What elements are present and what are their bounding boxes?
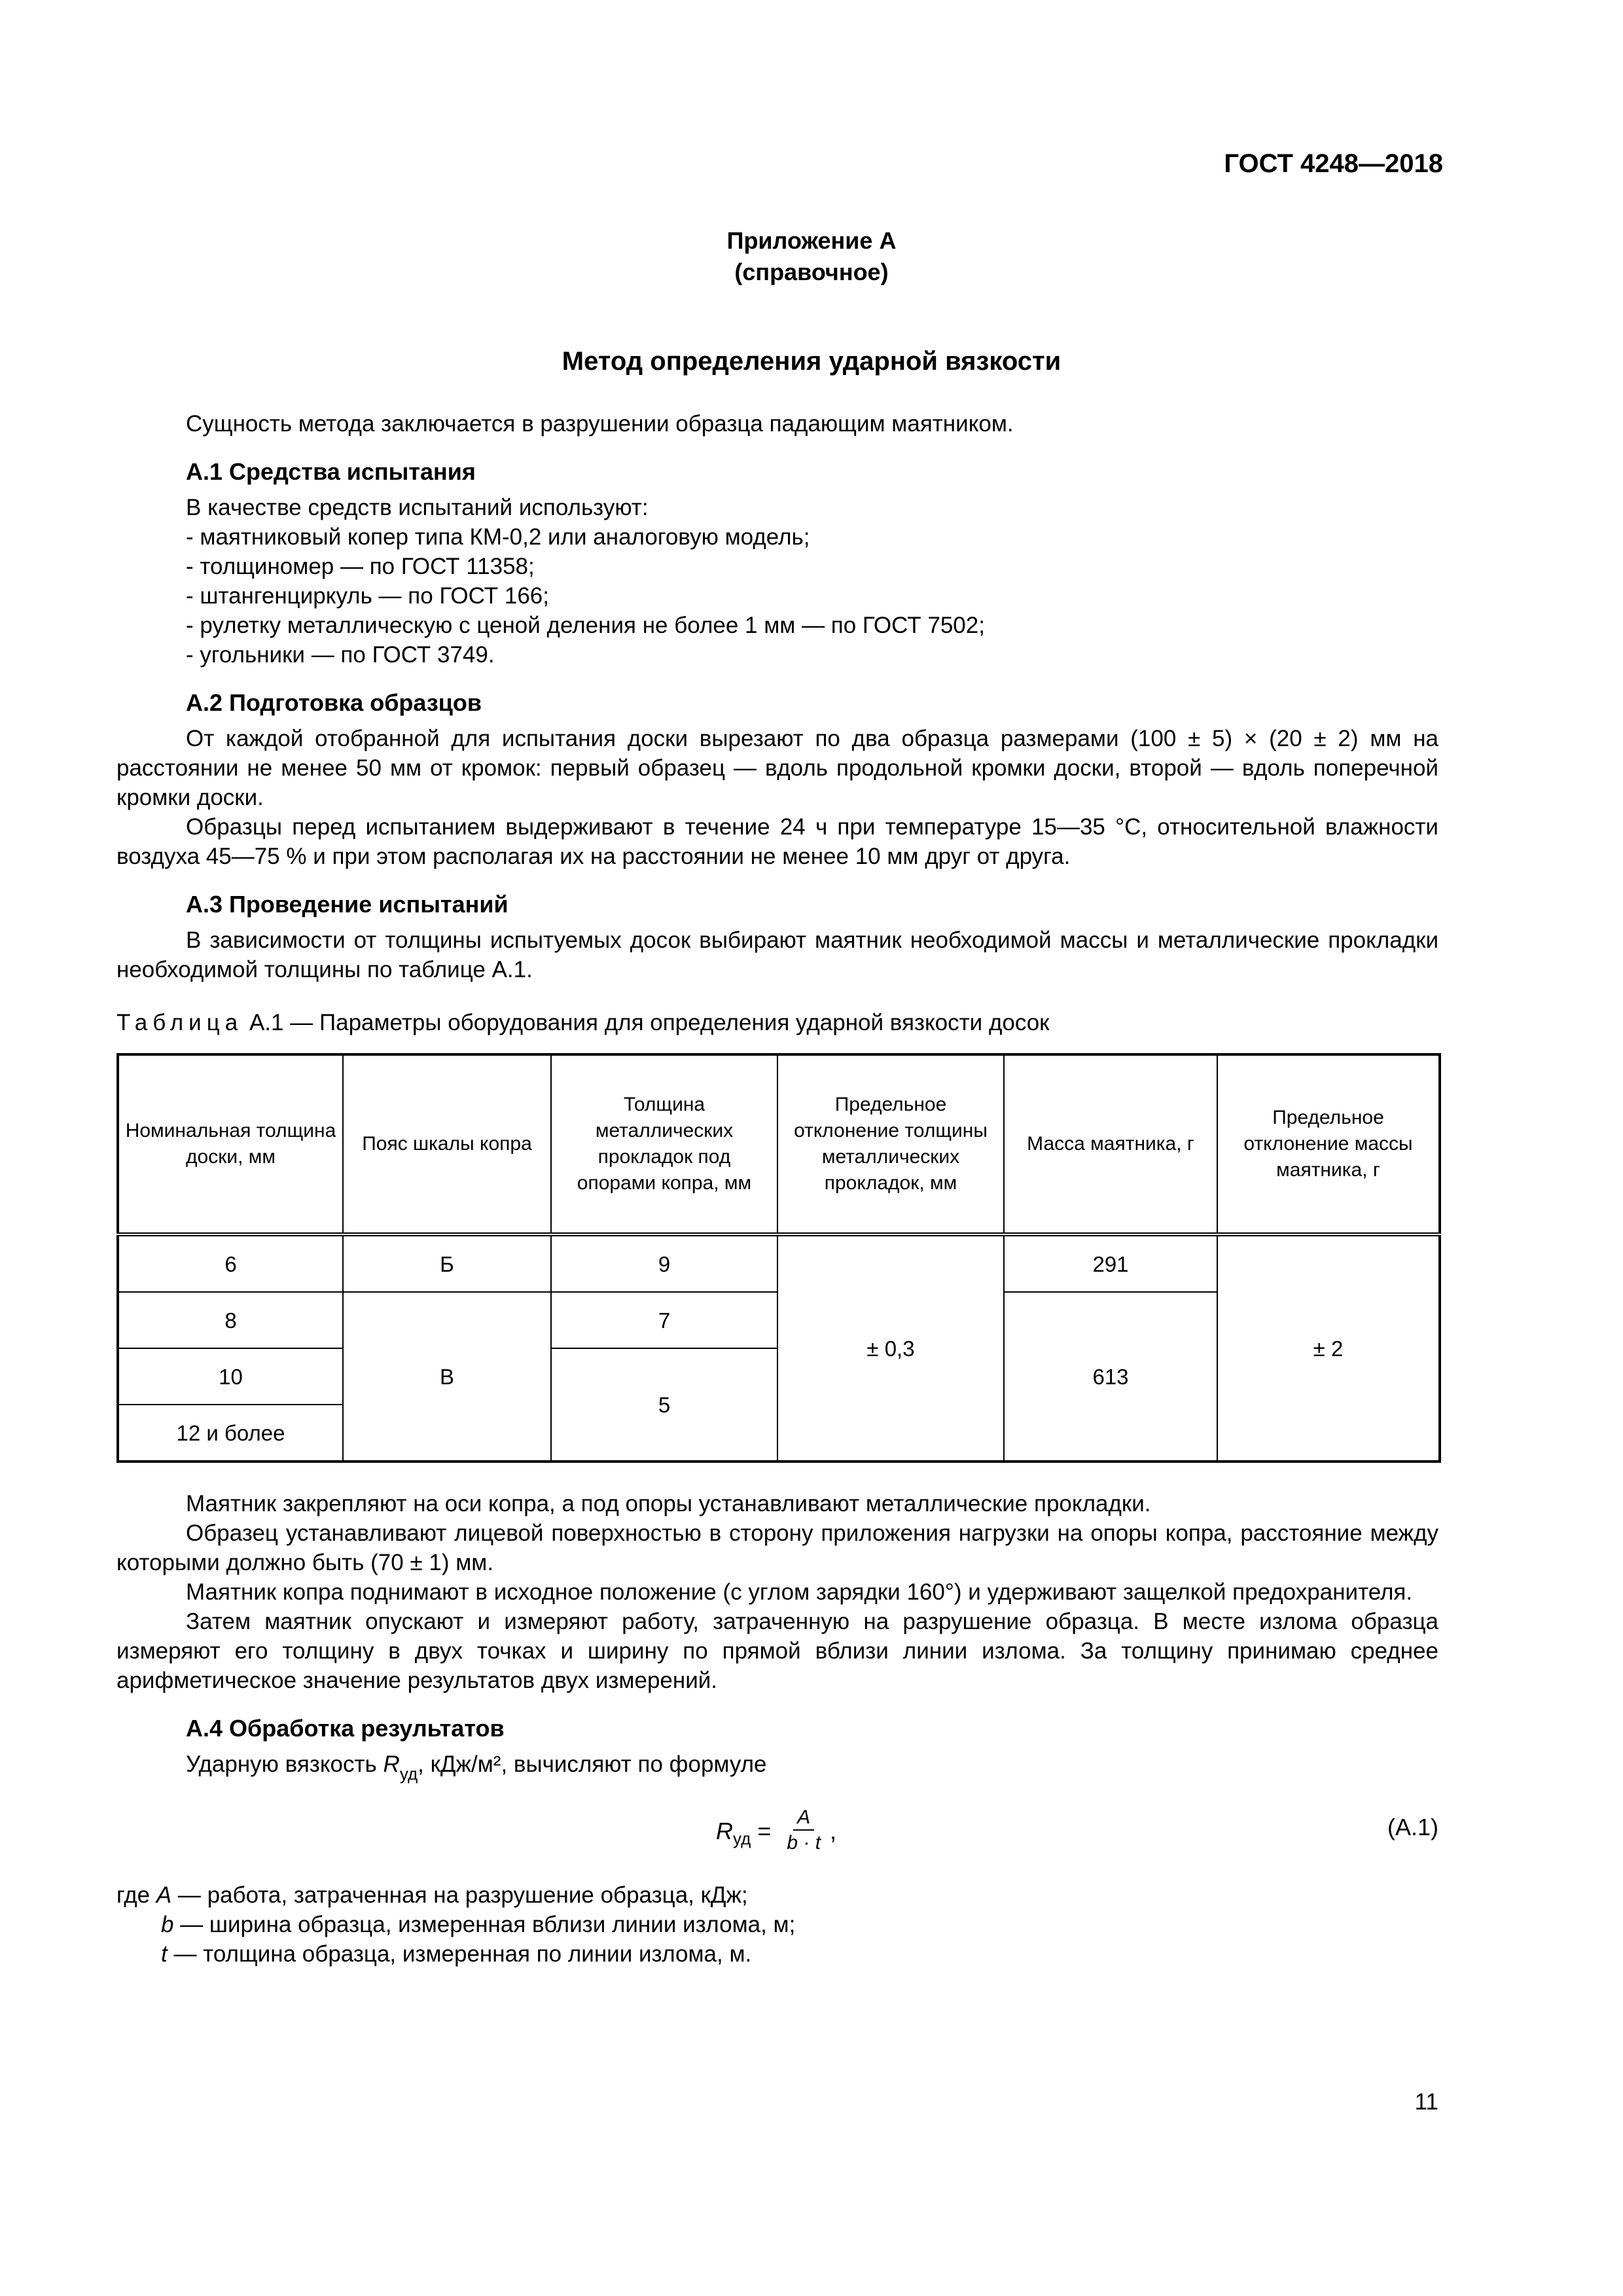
table-caption bbox=[116, 1008, 1438, 1037]
formula-trailing-comma: , bbox=[830, 1817, 837, 1844]
section-a2-paragraph: От каждой отобранной для испытания доски вырезают по два образца размерами (100 ± 5) × (20 ± 2) мм на расстоянии не менее 50 мм от кромок: первый образец — вдоль продольной кромки доски, второй — вдоль поперечной кромки доски. bbox=[116, 726, 1438, 810]
section-a1-heading: А.1 Средства испытания bbox=[186, 458, 476, 485]
section-a3-paragraph: Маятник закрепляют на оси копра, а под опоры устанавливают металлические прокладки. bbox=[186, 1491, 1151, 1516]
equipment-list-item: - штангенциркуль — по ГОСТ 166; bbox=[186, 583, 549, 609]
table-cell: 12 и более bbox=[118, 1405, 343, 1462]
annex-title: Приложение А bbox=[726, 227, 897, 254]
section-a3-paragraph: Маятник копра поднимают в исходное положение (с углом зарядки 160°) и удерживают защелкой предохранителя. bbox=[186, 1579, 1413, 1605]
impact-strength-formula bbox=[716, 1806, 836, 1856]
formula-denominator: b · t bbox=[787, 1832, 821, 1854]
document-title: Метод определения ударной вязкости bbox=[562, 347, 1061, 376]
table-header-cell: Предельное отклонение массы маятника, г bbox=[1217, 1054, 1440, 1234]
section-a3-paragraph: В зависимости от толщины испытуемых досок выбирают маятник необходимой массы и металлические прокладки необходимой толщины по таблице А.1. bbox=[116, 927, 1438, 982]
formula-lhs: R bbox=[716, 1817, 733, 1844]
formula-variable-line bbox=[116, 1939, 1438, 1969]
section-a3-paragraph: Затем маятник опускают и измеряют работу, затраченную на разрушение образца. В месте излома образца измеряют его толщину в двух точках и ширину по прямой вблизи линии излома. За толщину принимаю среднее арифметическое значение результатов двух измерений. bbox=[116, 1609, 1438, 1693]
formula-number: (А.1) bbox=[1387, 1814, 1438, 1840]
formula-intro bbox=[116, 1749, 1438, 1784]
table-cell: 291 bbox=[1004, 1234, 1217, 1292]
variable-description: — толщина образца, измеренная по линии излома, м. bbox=[167, 1941, 752, 1967]
table-cell: 9 bbox=[551, 1234, 777, 1292]
equipment-list-item: - толщиномер — по ГОСТ 11358; bbox=[186, 554, 535, 579]
page-number: 11 bbox=[1414, 2089, 1438, 2115]
variable-description: — работа, затраченная на разрушение образца, кДж; bbox=[171, 1882, 748, 1908]
formula-fraction bbox=[783, 1806, 825, 1856]
table-cell: 613 bbox=[1004, 1292, 1217, 1462]
table-cell: ± 2 bbox=[1217, 1234, 1440, 1462]
formula-block bbox=[116, 1793, 1438, 1878]
formula-variable-line bbox=[116, 1910, 1438, 1939]
variable-symbol: A bbox=[156, 1882, 172, 1908]
formula-intro-text: Ударную вязкость bbox=[186, 1751, 383, 1777]
table-cell: 7 bbox=[551, 1292, 777, 1348]
table-cell: 5 bbox=[551, 1348, 777, 1462]
section-a2-heading: А.2 Подготовка образцов bbox=[186, 689, 482, 716]
table-cell: ± 0,3 bbox=[777, 1234, 1004, 1462]
variable-symbol: b bbox=[161, 1912, 174, 1937]
table-cell: 10 bbox=[118, 1348, 343, 1405]
where-prefix: где bbox=[116, 1882, 156, 1908]
equipment-list-item: - маятниковый копер типа КМ-0,2 или аналоговую модель; bbox=[186, 524, 810, 550]
table-caption-label: Таблица bbox=[116, 1010, 243, 1035]
formula-intro-tail: , кДж/м², вычисляют по формуле bbox=[418, 1751, 767, 1777]
table-cell: В bbox=[343, 1292, 551, 1462]
formula-intro-symbol: R bbox=[383, 1751, 400, 1777]
table-cell: 8 bbox=[118, 1292, 343, 1348]
formula-lhs-subscript: уд bbox=[733, 1828, 751, 1848]
variable-description: — ширина образца, измеренная вблизи линии излома, м; bbox=[173, 1912, 796, 1937]
table-header-cell: Предельное отклонение толщины металлических прокладок, мм bbox=[777, 1054, 1004, 1234]
table-caption-text: А.1 — Параметры оборудования для определения ударной вязкости досок bbox=[243, 1010, 1050, 1035]
table-header-cell: Пояс шкалы копра bbox=[343, 1054, 551, 1234]
table-cell: Б bbox=[343, 1234, 551, 1292]
formula-numerator: A bbox=[793, 1806, 814, 1831]
equipment-list-item: - угольники — по ГОСТ 3749. bbox=[186, 642, 495, 668]
section-a3-paragraph: Образец устанавливают лицевой поверхностью в сторону приложения нагрузки на опоры копра, расстояние между которыми должно быть (70 ± 1) мм. bbox=[116, 1520, 1438, 1575]
intro-paragraph: Сущность метода заключается в разрушении образца падающим маятником. bbox=[186, 411, 1014, 437]
formula-intro-subscript: уд bbox=[399, 1764, 418, 1784]
section-a4-heading: А.4 Обработка результатов bbox=[186, 1715, 505, 1742]
standard-header: ГОСТ 4248—2018 bbox=[1224, 149, 1443, 178]
table-cell: 6 bbox=[118, 1234, 343, 1292]
table-header-row bbox=[118, 1054, 1440, 1234]
table-header-cell: Номинальная толщина доски, мм bbox=[118, 1054, 343, 1234]
table-header-cell: Масса маятника, г bbox=[1004, 1054, 1217, 1234]
table-row bbox=[118, 1234, 1440, 1292]
formula-variable-line bbox=[116, 1880, 1438, 1910]
annex-status: (справочное) bbox=[734, 259, 889, 285]
table-header-cell: Толщина металлических прокладок под опорами копра, мм bbox=[551, 1054, 777, 1234]
section-a3-heading: А.3 Проведение испытаний bbox=[186, 891, 508, 918]
section-a1-lead: В качестве средств испытаний используют: bbox=[186, 495, 649, 520]
equipment-parameters-table bbox=[116, 1053, 1441, 1463]
formula-equals: = bbox=[757, 1817, 772, 1844]
section-a2-paragraph: Образцы перед испытанием выдерживают в течение 24 ч при температуре 15—35 °С, относительной влажности воздуха 45—75 % и при этом располагая их на расстоянии не менее 10 мм друг от друга. bbox=[116, 814, 1438, 869]
equipment-list-item: - рулетку металлическую с ценой деления не более 1 мм — по ГОСТ 7502; bbox=[186, 613, 985, 638]
document-body bbox=[116, 409, 1438, 1969]
variable-symbol: t bbox=[161, 1941, 168, 1967]
